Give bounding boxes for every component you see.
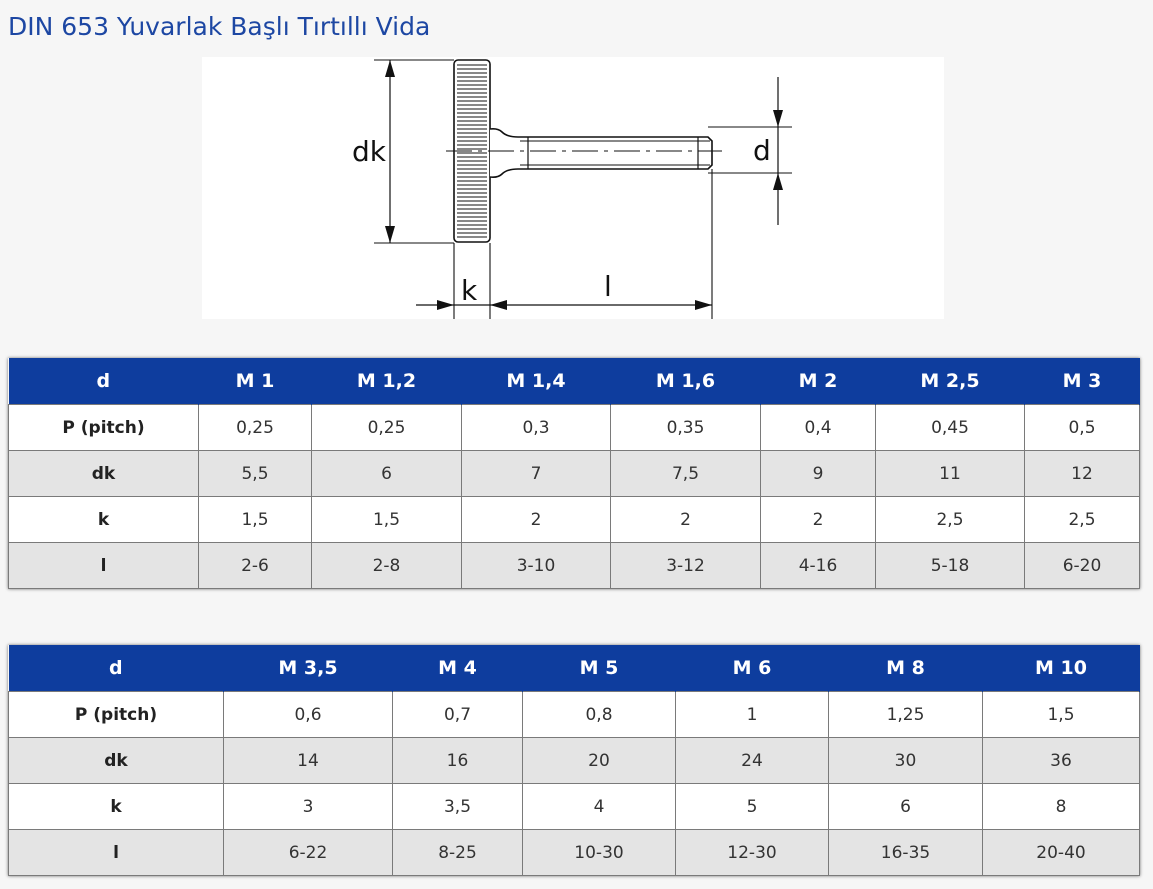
table-header-row bbox=[9, 358, 1140, 405]
table-cell: 12 bbox=[1025, 451, 1140, 497]
table-cell: 2,5 bbox=[1025, 497, 1140, 543]
table-cell: 0,4 bbox=[761, 405, 876, 451]
table-cell: 30 bbox=[829, 738, 983, 784]
table-cell: 2 bbox=[462, 497, 611, 543]
screw-drawing-svg bbox=[202, 57, 944, 319]
table-cell: 5 bbox=[676, 784, 829, 830]
table-row bbox=[9, 830, 1140, 876]
screw-technical-drawing bbox=[202, 57, 944, 319]
column-header: M 2,5 bbox=[876, 358, 1025, 405]
row-header: dk bbox=[9, 451, 199, 497]
d-label: d bbox=[753, 134, 771, 167]
table-cell: 5,5 bbox=[199, 451, 312, 497]
table-cell: 2-8 bbox=[312, 543, 462, 589]
table-cell: 0,8 bbox=[523, 692, 676, 738]
table-cell: 6-22 bbox=[224, 830, 393, 876]
table-cell: 4 bbox=[523, 784, 676, 830]
column-header: M 5 bbox=[523, 645, 676, 692]
column-header: M 4 bbox=[393, 645, 523, 692]
table-cell: 0,25 bbox=[312, 405, 462, 451]
column-header: d bbox=[9, 645, 224, 692]
table-cell: 6-20 bbox=[1025, 543, 1140, 589]
table-cell: 36 bbox=[983, 738, 1140, 784]
table-cell: 2-6 bbox=[199, 543, 312, 589]
column-header: M 1,2 bbox=[312, 358, 462, 405]
row-header: l bbox=[9, 830, 224, 876]
table-cell: 12-30 bbox=[676, 830, 829, 876]
table-row bbox=[9, 451, 1140, 497]
table-cell: 1,5 bbox=[199, 497, 312, 543]
screw-shank bbox=[490, 129, 712, 177]
table-cell: 0,7 bbox=[393, 692, 523, 738]
table-cell: 0,35 bbox=[611, 405, 761, 451]
table-cell: 8 bbox=[983, 784, 1140, 830]
column-header: M 2 bbox=[761, 358, 876, 405]
column-header: M 6 bbox=[676, 645, 829, 692]
column-header: M 3,5 bbox=[224, 645, 393, 692]
table-cell: 1,5 bbox=[312, 497, 462, 543]
row-header: l bbox=[9, 543, 199, 589]
dimension-table-2 bbox=[8, 645, 1140, 876]
k-label: k bbox=[461, 274, 478, 307]
table-cell: 3 bbox=[224, 784, 393, 830]
table-row bbox=[9, 543, 1140, 589]
table-cell: 16 bbox=[393, 738, 523, 784]
table-header-row bbox=[9, 645, 1140, 692]
column-header: M 1 bbox=[199, 358, 312, 405]
page-title: DIN 653 Yuvarlak Başlı Tırtıllı Vida bbox=[8, 12, 431, 41]
table-row bbox=[9, 784, 1140, 830]
table-cell: 6 bbox=[312, 451, 462, 497]
table-row bbox=[9, 692, 1140, 738]
table-cell: 0,3 bbox=[462, 405, 611, 451]
table-cell: 6 bbox=[829, 784, 983, 830]
column-header: M 1,4 bbox=[462, 358, 611, 405]
table-row bbox=[9, 405, 1140, 451]
table-cell: 0,5 bbox=[1025, 405, 1140, 451]
l-label: l bbox=[604, 270, 612, 303]
table-cell: 1,25 bbox=[829, 692, 983, 738]
column-header: M 3 bbox=[1025, 358, 1140, 405]
table-cell: 3-12 bbox=[611, 543, 761, 589]
table-cell: 11 bbox=[876, 451, 1025, 497]
column-header: M 10 bbox=[983, 645, 1140, 692]
column-header: d bbox=[9, 358, 199, 405]
table-cell: 7 bbox=[462, 451, 611, 497]
table-cell: 0,25 bbox=[199, 405, 312, 451]
table-cell: 14 bbox=[224, 738, 393, 784]
column-header: M 8 bbox=[829, 645, 983, 692]
table-cell: 3,5 bbox=[393, 784, 523, 830]
table-cell: 2 bbox=[761, 497, 876, 543]
table-cell: 1,5 bbox=[983, 692, 1140, 738]
row-header: k bbox=[9, 784, 224, 830]
table-cell: 5-18 bbox=[876, 543, 1025, 589]
table-cell: 24 bbox=[676, 738, 829, 784]
row-header: P (pitch) bbox=[9, 692, 224, 738]
row-header: dk bbox=[9, 738, 224, 784]
table-row bbox=[9, 497, 1140, 543]
table-cell: 20 bbox=[523, 738, 676, 784]
table-cell: 0,45 bbox=[876, 405, 1025, 451]
dk-label: dk bbox=[352, 135, 386, 168]
column-header: M 1,6 bbox=[611, 358, 761, 405]
row-header: k bbox=[9, 497, 199, 543]
table-cell: 2 bbox=[611, 497, 761, 543]
table-cell: 9 bbox=[761, 451, 876, 497]
table-cell: 2,5 bbox=[876, 497, 1025, 543]
table-row bbox=[9, 738, 1140, 784]
table-cell: 3-10 bbox=[462, 543, 611, 589]
table-cell: 0,6 bbox=[224, 692, 393, 738]
table-cell: 4-16 bbox=[761, 543, 876, 589]
table-cell: 16-35 bbox=[829, 830, 983, 876]
table-cell: 10-30 bbox=[523, 830, 676, 876]
table-cell: 20-40 bbox=[983, 830, 1140, 876]
row-header: P (pitch) bbox=[9, 405, 199, 451]
table-cell: 7,5 bbox=[611, 451, 761, 497]
table-cell: 8-25 bbox=[393, 830, 523, 876]
table-cell: 1 bbox=[676, 692, 829, 738]
dimension-table-1 bbox=[8, 358, 1140, 589]
